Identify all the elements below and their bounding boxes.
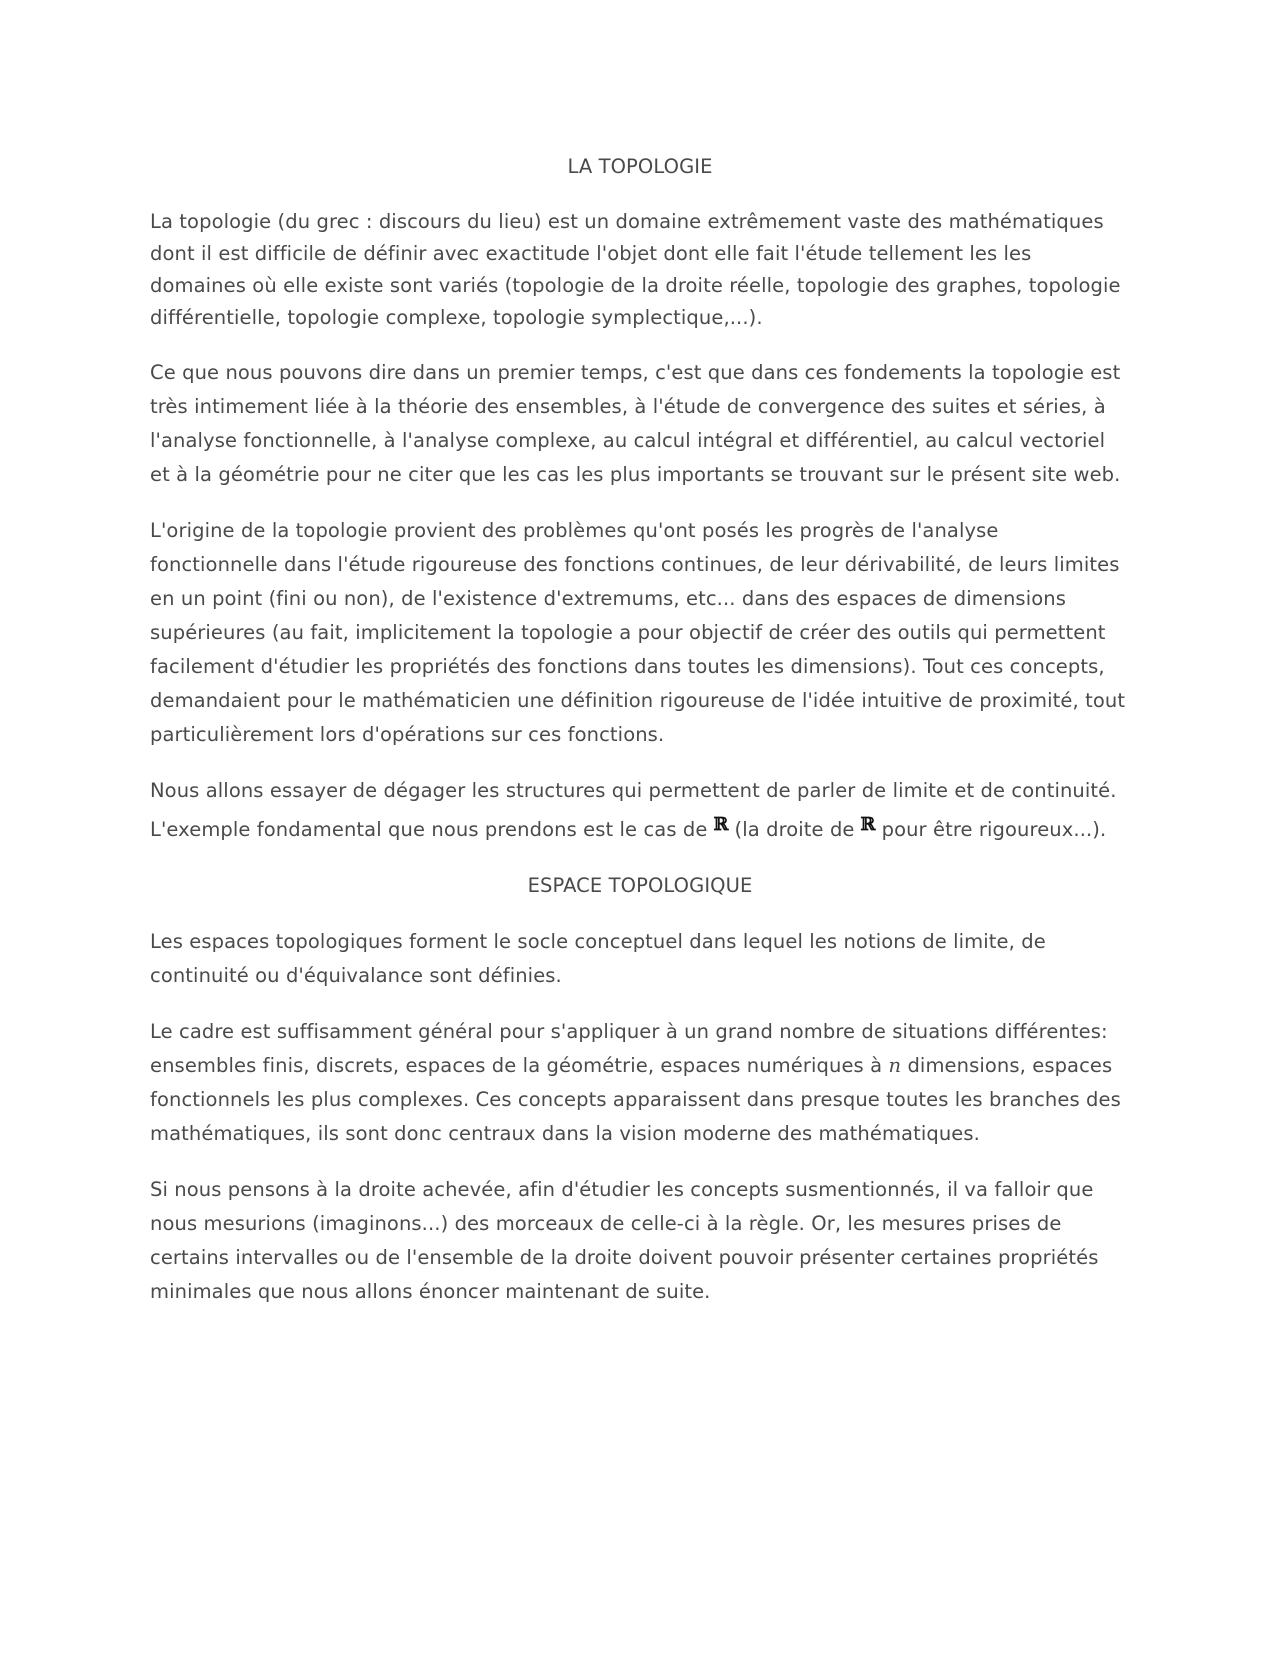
real-numbers-symbol: ℝ [713, 814, 729, 835]
page-title: LA TOPOLOGIE [567, 155, 713, 178]
paragraph-foundations: Ce que nous pouvons dire dans un premier temps, c'est que dans ces fondements la topologie est très intimement liée à la théorie des ensembles, à l'étude de convergence des suites et séries, à l'analyse fonctionnelle, à l'analyse complexe, au calcul intégral et différentiel, au calcul vectoriel et à la géométrie pour ne citer que les cas les plus importants se trouvant sur le présent site web. [150, 361, 1121, 486]
paragraph-example [150, 774, 1130, 847]
example-text-part2: (la droite de [734, 818, 855, 841]
example-text-part3: pour être rigoureux...). [881, 818, 1107, 841]
paragraph-intro: La topologie (du grec : discours du lieu) est un domaine extrêmement vaste des mathématiques dont il est difficile de définir avec exactitude l'objet dont elle fait l'étude tellement les les domaines où elle existe sont variés (topologie de la droite réelle, topologie des graphes, topologie différentielle, topologie complexe, topologie symplectique,...). [150, 210, 1121, 329]
dimension-variable-n: n [888, 1054, 902, 1077]
paragraph-definition: Les espaces topologiques forment le socle conceptuel dans lequel les notions de limite, de continuité ou d'équivalance sont définies. [150, 930, 1046, 987]
paragraph-origin: L'origine de la topologie provient des problèmes qu'ont posés les progrès de l'analyse fonctionnelle dans l'étude rigoureuse des fonctions continues, de leur dérivabilité, de leurs limites en un point (fini ou non), de l'existence d'extremums, etc... dans des espaces de dimensions supérieures (au fait, implicitement la topologie a pour objectif de créer des outils qui permettent facilement d'étudier les propriétés des fonctions dans toutes les dimensions). Tout ces concepts, demandaient pour le mathématicien une définition rigoureuse de l'idée intuitive de proximité, tout particulièrement lors d'opérations sur ces fonctions. [150, 519, 1126, 746]
framework-text-part1: Le cadre est suffisamment général pour s'appliquer à un grand nombre de situations différentes: ensembles finis, discrets, espaces de la géométrie, espaces numériques à [150, 1020, 1108, 1077]
paragraph-framework [150, 1015, 1130, 1151]
example-text-part1: Nous allons essayer de dégager les structures qui permettent de parler de limite et de continuité. L'exemple fondamental que nous prendons est le cas de [150, 779, 1117, 841]
document-page [150, 150, 1130, 1331]
framework-text-part2: dimensions, espaces fonctionnels les plus complexes. Ces concepts apparaissent dans presque toutes les branches des mathématiques, ils sont donc centraux dans la vision moderne des mathématiques. [150, 1054, 1121, 1145]
section-title-espace-topologique: ESPACE TOPOLOGIQUE [527, 874, 753, 897]
real-numbers-symbol-2: ℝ [860, 814, 876, 835]
paragraph-measures: Si nous pensons à la droite achevée, afin d'étudier les concepts susmentionnés, il va falloir que nous mesurions (imaginons...) des morceaux de celle-ci à la règle. Or, les mesures prises de certains intervalles ou de l'ensemble de la droite doivent pouvoir présenter certaines propriétés minimales que nous allons énoncer maintenant de suite. [150, 1178, 1099, 1303]
